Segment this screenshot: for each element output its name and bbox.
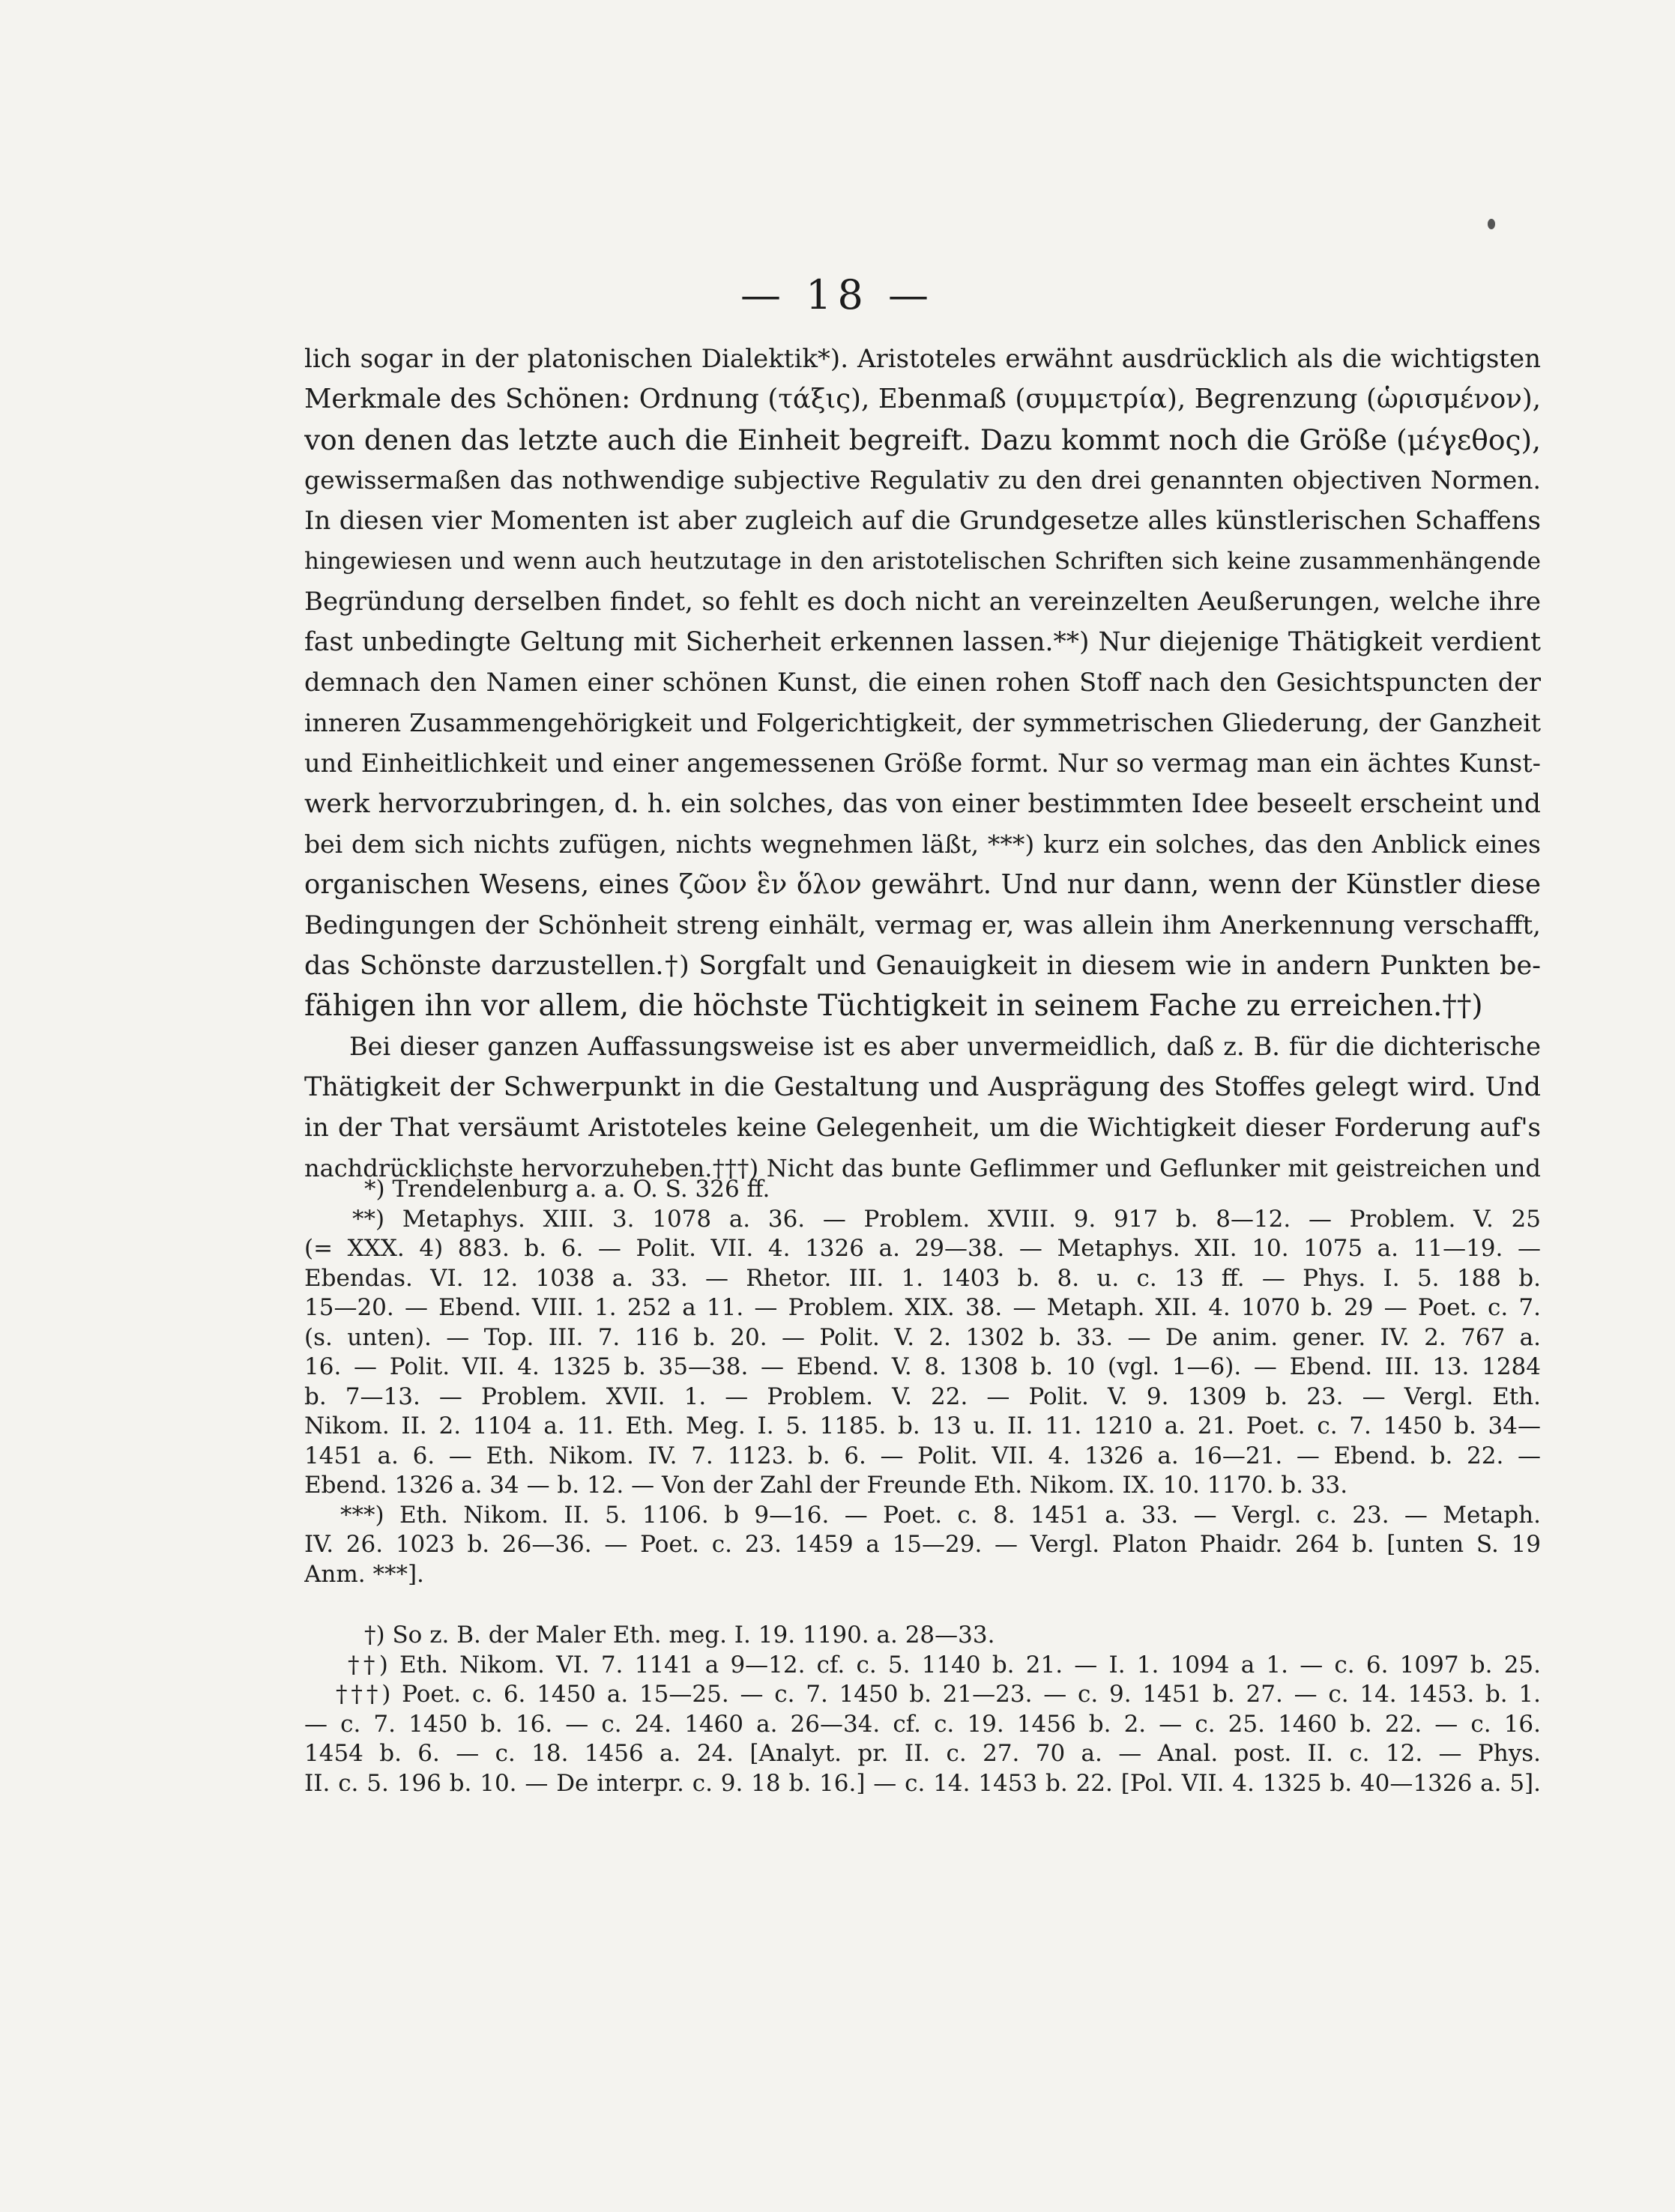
body-line: Merkmale des Schönen: Ordnung (τάξις), Ebenmaß (συμμετρία), Begrenzung (ὡρισμένον),: [304, 384, 1541, 414]
body-line: organischen Wesens, eines ζῶον ἓν ὅλον gewährt. Und nur dann, wenn der Künstler diese: [304, 869, 1541, 900]
footnote-line: (= XXX. 4) 883. b. 6. — Polit. VII. 4. 1326 a. 29—38. — Metaphys. XII. 10. 1075 a. 11—19. —: [304, 1235, 1541, 1262]
page-number: — 18 —: [740, 271, 935, 318]
footnote-line: II. c. 5. 196 b. 10. — De interpr. c. 9. 18 b. 16.] — c. 14. 1453 b. 22. [Pol. VII. 4. 1325 b. 40—1326 a. 5].: [304, 1769, 1541, 1797]
body-line: und Einheitlichkeit und einer angemessenen Größe formt. Nur so vermag man ein ächtes Kunst-: [304, 749, 1541, 778]
footnote-line: Nikom. II. 2. 1104 a. 11. Eth. Meg. I. 5. 1185. b. 13 u. II. 11. 1210 a. 21. Poet. c. 7. 1450 b. 34—: [304, 1412, 1541, 1439]
footnote-line: — c. 7. 1450 b. 16. — c. 24. 1460 a. 26—34. cf. c. 19. 1456 b. 2. — c. 25. 1460 b. 22. — c. 16.: [304, 1710, 1541, 1738]
footnote-line: 1451 a. 6. — Eth. Nikom. IV. 7. 1123. b. 6. — Polit. VII. 4. 1326 a. 16—21. — Ebend. b. 22. —: [304, 1442, 1541, 1469]
body-line: bei dem sich nichts zufügen, nichts wegnehmen läßt, ***) kurz ein solches, das den Anblick eines: [304, 830, 1541, 859]
ink-speck: [1488, 219, 1495, 229]
footnote-line: †) So z. B. der Maler Eth. meg. I. 19. 1190. a. 28—33.: [364, 1622, 995, 1649]
body-line: inneren Zusammengehörigkeit und Folgerichtigkeit, der symmetrischen Gliederung, der Ganzheit: [304, 708, 1541, 737]
footnote-line: ††) Eth. Nikom. VI. 7. 1141 a 9—12. cf. c. 5. 1140 b. 21. — I. 1. 1094 a 1. — c. 6. 1097 b. 25.: [348, 1651, 1541, 1678]
body-line: in der That versäumt Aristoteles keine Gelegenheit, um die Wichtigkeit dieser Forderung auf's: [304, 1113, 1541, 1143]
footnotes: [304, 1175, 1541, 1798]
body-line: werk hervorzubringen, d. h. ein solches, das von einer bestimmten Idee beseelt erscheint und: [304, 789, 1541, 819]
body-line: von denen das letzte auch die Einheit begreift. Dazu kommt noch die Größe (μέγεθος),: [304, 423, 1541, 456]
footnote-line: Anm. ***].: [304, 1560, 424, 1588]
footnote-line: **) Metaphys. XIII. 3. 1078 a. 36. — Problem. XVIII. 9. 917 b. 8—12. — Problem. V. 25: [352, 1205, 1541, 1233]
footnote-line: Ebend. 1326 a. 34 — b. 12. — Von der Zahl der Freunde Eth. Nikom. IX. 10. 1170. b. 33.: [304, 1472, 1348, 1499]
footnote-line: *) Trendelenburg a. a. O. S. 326 ff.: [364, 1176, 770, 1203]
body-text: [304, 339, 1541, 1188]
body-line: demnach den Namen einer schönen Kunst, die einen rohen Stoff nach den Gesichtspuncten der: [304, 668, 1541, 697]
body-line: das Schönste darzustellen.†) Sorgfalt und Genauigkeit in diesem wie in andern Punkten be-: [304, 951, 1541, 981]
footnote-line: (s. unten). — Top. III. 7. 116 b. 20. — Polit. V. 2. 1302 b. 33. — De anim. gener. IV. 2. 767 a.: [304, 1323, 1541, 1351]
body-line: Thätigkeit der Schwerpunkt in die Gestaltung und Ausprägung des Stoffes gelegt wird. Und: [304, 1072, 1541, 1102]
body-line: nachdrücklichste hervorzuheben.†††) Nicht das bunte Geflimmer und Geflunker mit geistreichen und: [304, 1154, 1541, 1182]
body-line: fast unbedingte Geltung mit Sicherheit erkennen lassen.**) Nur diejenige Thätigkeit verdient: [304, 627, 1541, 657]
body-line: Bei dieser ganzen Auffassungsweise ist es aber unvermeidlich, daß z. B. für die dichterische: [349, 1032, 1541, 1061]
body-line: Begründung derselben findet, so fehlt es doch nicht an vereinzelten Aeußerungen, welche ihre: [304, 587, 1541, 617]
footnote-line: b. 7—13. — Problem. XVII. 1. — Problem. V. 22. — Polit. V. 9. 1309 b. 23. — Vergl. Eth.: [304, 1382, 1541, 1410]
footnote-line: ***) Eth. Nikom. II. 5. 1106. b 9—16. — Poet. c. 8. 1451 a. 33. — Vergl. c. 23. — Metaph.: [340, 1501, 1541, 1529]
footnote-line: 1454 b. 6. — c. 18. 1456 a. 24. [Analyt. pr. II. c. 27. 70 a. — Anal. post. II. c. 12. — Phys.: [304, 1740, 1541, 1767]
footnote-line: †††) Poet. c. 6. 1450 a. 15—25. — c. 7. 1450 b. 21—23. — c. 9. 1451 b. 27. — c. 14. 1453. b. 1.: [336, 1681, 1541, 1708]
body-line: lich sogar in der platonischen Dialektik*). Aristoteles erwähnt ausdrücklich als die wichtigsten: [304, 344, 1541, 374]
body-line: fähigen ihn vor allem, die höchste Tüchtigkeit in seinem Fache zu erreichen.††): [304, 989, 1483, 1023]
body-line: Bedingungen der Schönheit streng einhält, vermag er, was allein ihm Anerkennung verschafft,: [304, 910, 1541, 940]
footnote-line: 15—20. — Ebend. VIII. 1. 252 a 11. — Problem. XIX. 38. — Metaph. XII. 4. 1070 b. 29 — Poet. c. 7.: [304, 1294, 1541, 1321]
body-line: gewissermaßen das nothwendige subjective Regulativ zu den drei genannten objectiven Normen.: [304, 465, 1541, 495]
footnote-line: IV. 26. 1023 b. 26—36. — Poet. c. 23. 1459 a 15—29. — Vergl. Platon Phaidr. 264 b. [unten S. 19: [304, 1531, 1541, 1558]
footnote-line: Ebendas. VI. 12. 1038 a. 33. — Rhetor. III. 1. 1403 b. 8. u. c. 13 ff. — Phys. I. 5. 188 b.: [304, 1264, 1541, 1292]
body-line: hingewiesen und wenn auch heutzutage in den aristotelischen Schriften sich keine zusammenhängende: [304, 548, 1541, 575]
footnote-line: 16. — Polit. VII. 4. 1325 b. 35—38. — Ebend. V. 8. 1308 b. 10 (vgl. 1—6). — Ebend. III. 13. 1284: [304, 1353, 1541, 1380]
body-line: In diesen vier Momenten ist aber zugleich auf die Grundgesetze alles künstlerischen Schaffens: [304, 506, 1541, 536]
